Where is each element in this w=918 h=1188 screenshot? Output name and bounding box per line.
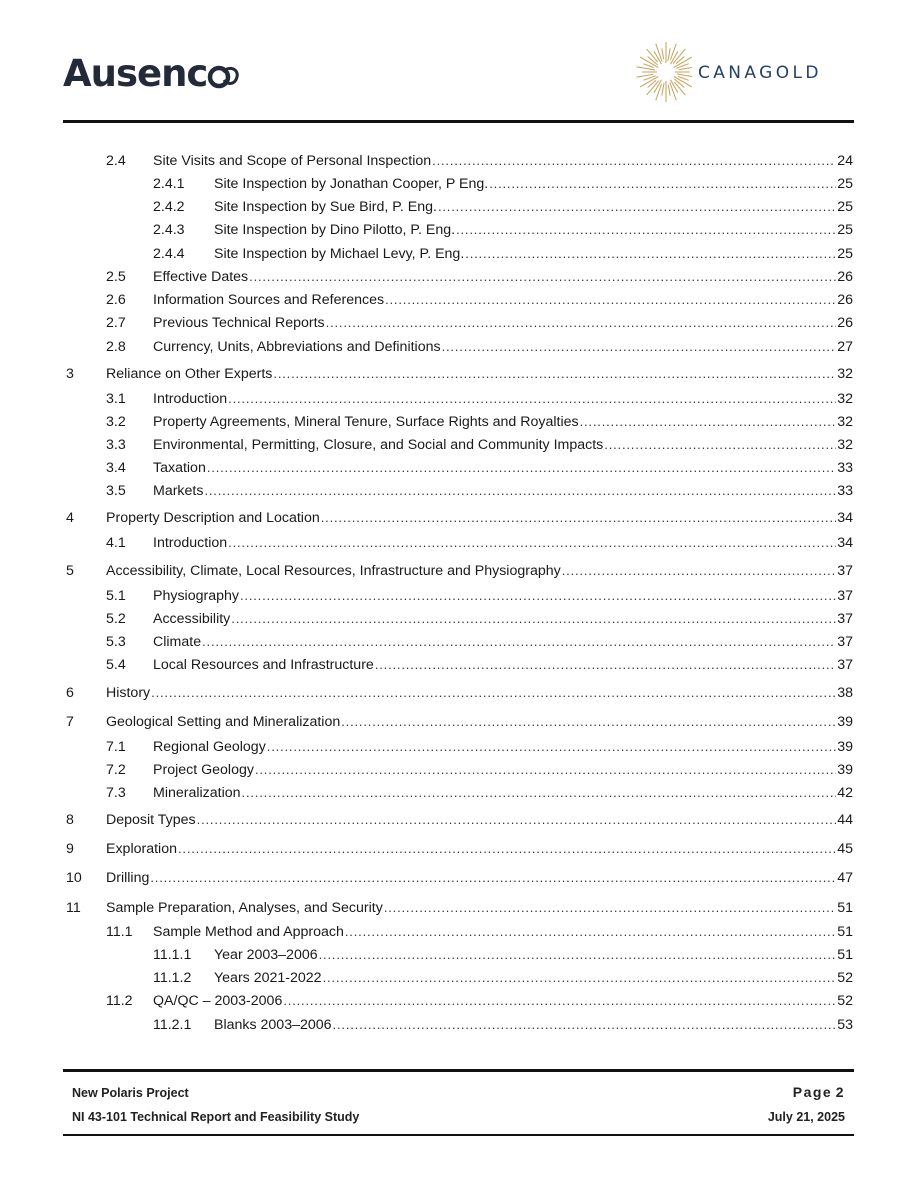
toc-entry-number: 3.1 (106, 391, 126, 407)
toc-entry-page: 38 (837, 685, 853, 701)
dot-leader (341, 711, 836, 733)
toc-entry-page: 32 (837, 414, 853, 430)
toc-entry[interactable] (0, 457, 918, 479)
toc-entry[interactable] (0, 682, 918, 704)
toc-entry[interactable] (0, 219, 918, 241)
toc-entry[interactable] (0, 243, 918, 265)
toc-entry-page: 52 (837, 993, 853, 1009)
toc-entry-title: Year 2003–2006 (214, 947, 318, 963)
toc-entry-page: 37 (837, 588, 853, 604)
toc-entry-number: 11.2.1 (153, 1017, 192, 1033)
toc-entry-number: 5.2 (106, 611, 126, 627)
toc-entry[interactable] (0, 990, 918, 1012)
ausenco-loop-icon (207, 63, 241, 89)
toc-entry-number: 5.4 (106, 657, 126, 673)
dot-leader (333, 1014, 837, 1036)
toc-entry-title: Introduction (153, 535, 228, 551)
dot-leader (242, 782, 837, 804)
toc-entry-number: 11.1.1 (153, 947, 192, 963)
sunburst-ray (668, 85, 670, 96)
toc-entry[interactable] (0, 266, 918, 288)
toc-entry-number: 2.4.4 (153, 246, 185, 262)
toc-entry-page: 33 (837, 460, 853, 476)
toc-entry-title: Taxation (153, 460, 206, 476)
toc-entry-page: 51 (837, 924, 853, 940)
toc-entry-number: 7.2 (106, 762, 126, 778)
toc-entry-title: Geological Setting and Mineralization (106, 714, 341, 730)
toc-entry-page: 37 (837, 563, 853, 579)
dot-leader (151, 682, 836, 704)
dot-leader (202, 631, 836, 653)
toc-entry-page: 52 (837, 970, 853, 986)
toc-entry-number: 5.3 (106, 634, 126, 650)
footer-date: July 21, 2025 (767, 1110, 845, 1124)
toc-entry-title: Currency, Units, Abbreviations and Definitions (153, 339, 441, 355)
toc-entry-number: 5.1 (106, 588, 126, 604)
dot-leader (321, 507, 836, 529)
toc-entry-page: 27 (837, 339, 853, 355)
dot-leader (345, 921, 836, 943)
toc-entry-title: Site Visits and Scope of Personal Inspection (153, 153, 432, 169)
toc-entry[interactable] (0, 196, 918, 218)
toc-entry-title: Effective Dates (153, 269, 249, 285)
toc-entry-number: 11.2 (106, 993, 133, 1009)
footer-bottom-rule (63, 1134, 854, 1136)
dot-leader (255, 759, 836, 781)
dot-leader (178, 838, 836, 860)
toc-entry-page: 25 (837, 199, 853, 215)
sunburst-icon (634, 40, 692, 104)
toc-entry-page: 47 (837, 870, 853, 886)
dot-leader (319, 944, 837, 966)
footer-project: New Polaris Project (72, 1086, 189, 1100)
ausenco-logo-text: Ausenc (63, 52, 208, 95)
toc-entry[interactable] (0, 897, 918, 919)
dot-leader (249, 266, 836, 288)
dot-leader (438, 196, 836, 218)
dot-leader (197, 809, 837, 831)
toc-entry-number: 3 (66, 366, 74, 382)
toc-entry-page: 37 (837, 611, 853, 627)
toc-entry-title: Environmental, Permitting, Closure, and Social and Community Impacts (153, 437, 604, 453)
toc-entry-page: 32 (837, 366, 853, 382)
toc-entry[interactable] (0, 654, 918, 676)
toc-entry-page: 26 (837, 315, 853, 331)
toc-entry[interactable] (0, 434, 918, 456)
toc-entry-page: 26 (837, 269, 853, 285)
toc-entry-page: 45 (837, 841, 853, 857)
toc-entry-page: 39 (837, 714, 853, 730)
toc-entry-title: Site Inspection by Dino Pilotto, P. Eng. (214, 222, 456, 238)
canagold-logo-text: CANAGOLD (698, 63, 822, 83)
toc-entry[interactable] (0, 289, 918, 311)
toc-entry-title: Exploration (106, 841, 177, 857)
dot-leader (150, 867, 836, 889)
toc-entry[interactable] (0, 560, 918, 582)
toc-entry-page: 42 (837, 785, 853, 801)
toc-entry-title: Property Agreements, Mineral Tenure, Surface Rights and Royalties (153, 414, 579, 430)
toc-entry[interactable] (0, 838, 918, 860)
dot-leader (326, 312, 837, 334)
toc-entry[interactable] (0, 736, 918, 758)
dot-leader (207, 457, 836, 479)
dot-leader (231, 608, 836, 630)
toc-entry-number: 2.4 (106, 153, 126, 169)
toc-entry-number: 2.4.3 (153, 222, 185, 238)
toc-entry-title: QA/QC – 2003-2006 (153, 993, 283, 1009)
toc-entry[interactable] (0, 507, 918, 529)
toc-entry-title: Site Inspection by Jonathan Cooper, P Eng. (214, 176, 489, 192)
toc-entry-title: Climate (153, 634, 202, 650)
dot-leader (489, 173, 836, 195)
dot-leader (204, 480, 836, 502)
dot-leader (267, 736, 836, 758)
toc-entry[interactable] (0, 921, 918, 943)
toc-entry-title: Physiography (153, 588, 239, 604)
toc-entry[interactable] (0, 480, 918, 502)
toc-entry-title: Accessibility, Climate, Local Resources, Infrastructure and Physiography (106, 563, 561, 579)
dot-leader (465, 243, 836, 265)
toc-entry-number: 2.7 (106, 315, 126, 331)
toc-entry-page: 33 (837, 483, 853, 499)
toc-entry-page: 34 (837, 510, 853, 526)
dot-leader (580, 411, 837, 433)
dot-leader (323, 967, 837, 989)
toc-entry-page: 25 (837, 222, 853, 238)
toc-entry-page: 37 (837, 657, 853, 673)
toc-entry-page: 26 (837, 292, 853, 308)
toc-entry[interactable] (0, 809, 918, 831)
toc-entry[interactable] (0, 967, 918, 989)
footer-page-number: 2 (835, 1084, 845, 1100)
toc-entry-page: 34 (837, 535, 853, 551)
toc-entry-number: 3.3 (106, 437, 126, 453)
toc-entry[interactable] (0, 711, 918, 733)
toc-entry-number: 7 (66, 714, 74, 730)
toc-entry-title: Deposit Types (106, 812, 196, 828)
toc-entry[interactable] (0, 388, 918, 410)
toc-entry-title: Site Inspection by Sue Bird, P. Eng. (214, 199, 437, 215)
toc-entry-page: 51 (837, 900, 853, 916)
toc-entry-number: 4.1 (106, 535, 126, 551)
toc-entry-page: 51 (837, 947, 853, 963)
sunburst-ray (668, 48, 670, 61)
toc-entry-page: 39 (837, 762, 853, 778)
toc-entry-number: 11.1.2 (153, 970, 192, 986)
toc-entry-page: 44 (837, 812, 853, 828)
toc-entry[interactable] (0, 411, 918, 433)
toc-entry-title: Drilling (106, 870, 150, 886)
toc-entry-number: 7.3 (106, 785, 126, 801)
toc-entry-number: 9 (66, 841, 74, 857)
toc-entry-title: Accessibility (153, 611, 231, 627)
footer-page (793, 1084, 845, 1100)
dot-leader (442, 336, 837, 358)
dot-leader (228, 532, 836, 554)
toc-entry-title: Previous Technical Reports (153, 315, 325, 331)
toc-entry-title: Information Sources and References (153, 292, 385, 308)
toc-entry-title: Introduction (153, 391, 228, 407)
toc-entry-number: 3.4 (106, 460, 126, 476)
toc-entry-number: 2.8 (106, 339, 126, 355)
dot-leader (384, 897, 836, 919)
toc-entry[interactable] (0, 336, 918, 358)
toc-entry-number: 3.5 (106, 483, 126, 499)
toc-entry-number: 4 (66, 510, 74, 526)
toc-entry-title: Mineralization (153, 785, 241, 801)
dot-leader (375, 654, 836, 676)
canagold-logo (634, 40, 849, 104)
toc-entry-number: 2.4.2 (153, 199, 185, 215)
toc-entry[interactable] (0, 532, 918, 554)
toc-entry[interactable] (0, 363, 918, 385)
toc-entry-page: 37 (837, 634, 853, 650)
toc-entry-number: 2.4.1 (153, 176, 185, 192)
toc-entry-number: 6 (66, 685, 74, 701)
toc-entry[interactable] (0, 944, 918, 966)
sunburst-ray (662, 83, 664, 96)
toc-entry-page: 39 (837, 739, 853, 755)
toc-entry-title: Regional Geology (153, 739, 266, 755)
toc-entry[interactable] (0, 150, 918, 172)
toc-entry[interactable] (0, 867, 918, 889)
ausenco-logo (63, 52, 241, 95)
toc-entry[interactable] (0, 312, 918, 334)
toc-entry[interactable] (0, 759, 918, 781)
toc-entry-title: Property Description and Location (106, 510, 320, 526)
dot-leader (432, 150, 836, 172)
toc-entry[interactable] (0, 631, 918, 653)
toc-entry-title: Years 2021-2022 (214, 970, 322, 986)
toc-entry-number: 3.2 (106, 414, 126, 430)
sunburst-ray (636, 74, 653, 77)
toc-entry-number: 8 (66, 812, 74, 828)
dot-leader (562, 560, 836, 582)
toc-entry-title: Reliance on Other Experts (106, 366, 273, 382)
toc-entry-title: Blanks 2003–2006 (214, 1017, 332, 1033)
dot-leader (283, 990, 836, 1012)
toc-entry-title: Local Resources and Infrastructure (153, 657, 374, 673)
toc-entry-number: 10 (66, 870, 82, 886)
toc-entry-title: Sample Method and Approach (153, 924, 344, 940)
toc-entry-title: Markets (153, 483, 204, 499)
toc-entry[interactable] (0, 585, 918, 607)
toc-entry-title: History (106, 685, 151, 701)
footer-page-label: Page (792, 1084, 833, 1100)
toc-entry-page: 53 (837, 1017, 853, 1033)
sunburst-ray (656, 84, 662, 100)
toc-entry[interactable] (0, 173, 918, 195)
toc-entry-number: 2.5 (106, 269, 126, 285)
toc-entry-number: 7.1 (106, 739, 126, 755)
sunburst-ray (662, 48, 664, 59)
toc-entry[interactable] (0, 608, 918, 630)
toc-entry-page: 32 (837, 437, 853, 453)
toc-entry-page: 24 (837, 153, 853, 169)
toc-entry-number: 2.6 (106, 292, 126, 308)
header-rule (63, 120, 854, 123)
dot-leader (456, 219, 836, 241)
toc-entry-number: 5 (66, 563, 74, 579)
sunburst-ray (670, 44, 676, 60)
toc-entry-page: 32 (837, 391, 853, 407)
toc-entry-page: 25 (837, 246, 853, 262)
toc-entry-title: Site Inspection by Michael Levy, P. Eng. (214, 246, 465, 262)
footer-top-rule (63, 1069, 854, 1072)
toc-entry-number: 11 (66, 900, 81, 916)
dot-leader (273, 363, 836, 385)
dot-leader (385, 289, 836, 311)
dot-leader (240, 585, 836, 607)
toc-entry-page: 25 (837, 176, 853, 192)
toc-entry[interactable] (0, 782, 918, 804)
dot-leader (604, 434, 836, 456)
dot-leader (228, 388, 836, 410)
toc-entry[interactable] (0, 1014, 918, 1036)
sunburst-ray (679, 67, 692, 70)
footer-report-title: NI 43-101 Technical Report and Feasibility Study (72, 1110, 360, 1124)
toc-entry-title: Sample Preparation, Analyses, and Security (106, 900, 383, 916)
toc-entry-number: 11.1 (106, 924, 133, 940)
toc-entry-title: Project Geology (153, 762, 254, 778)
